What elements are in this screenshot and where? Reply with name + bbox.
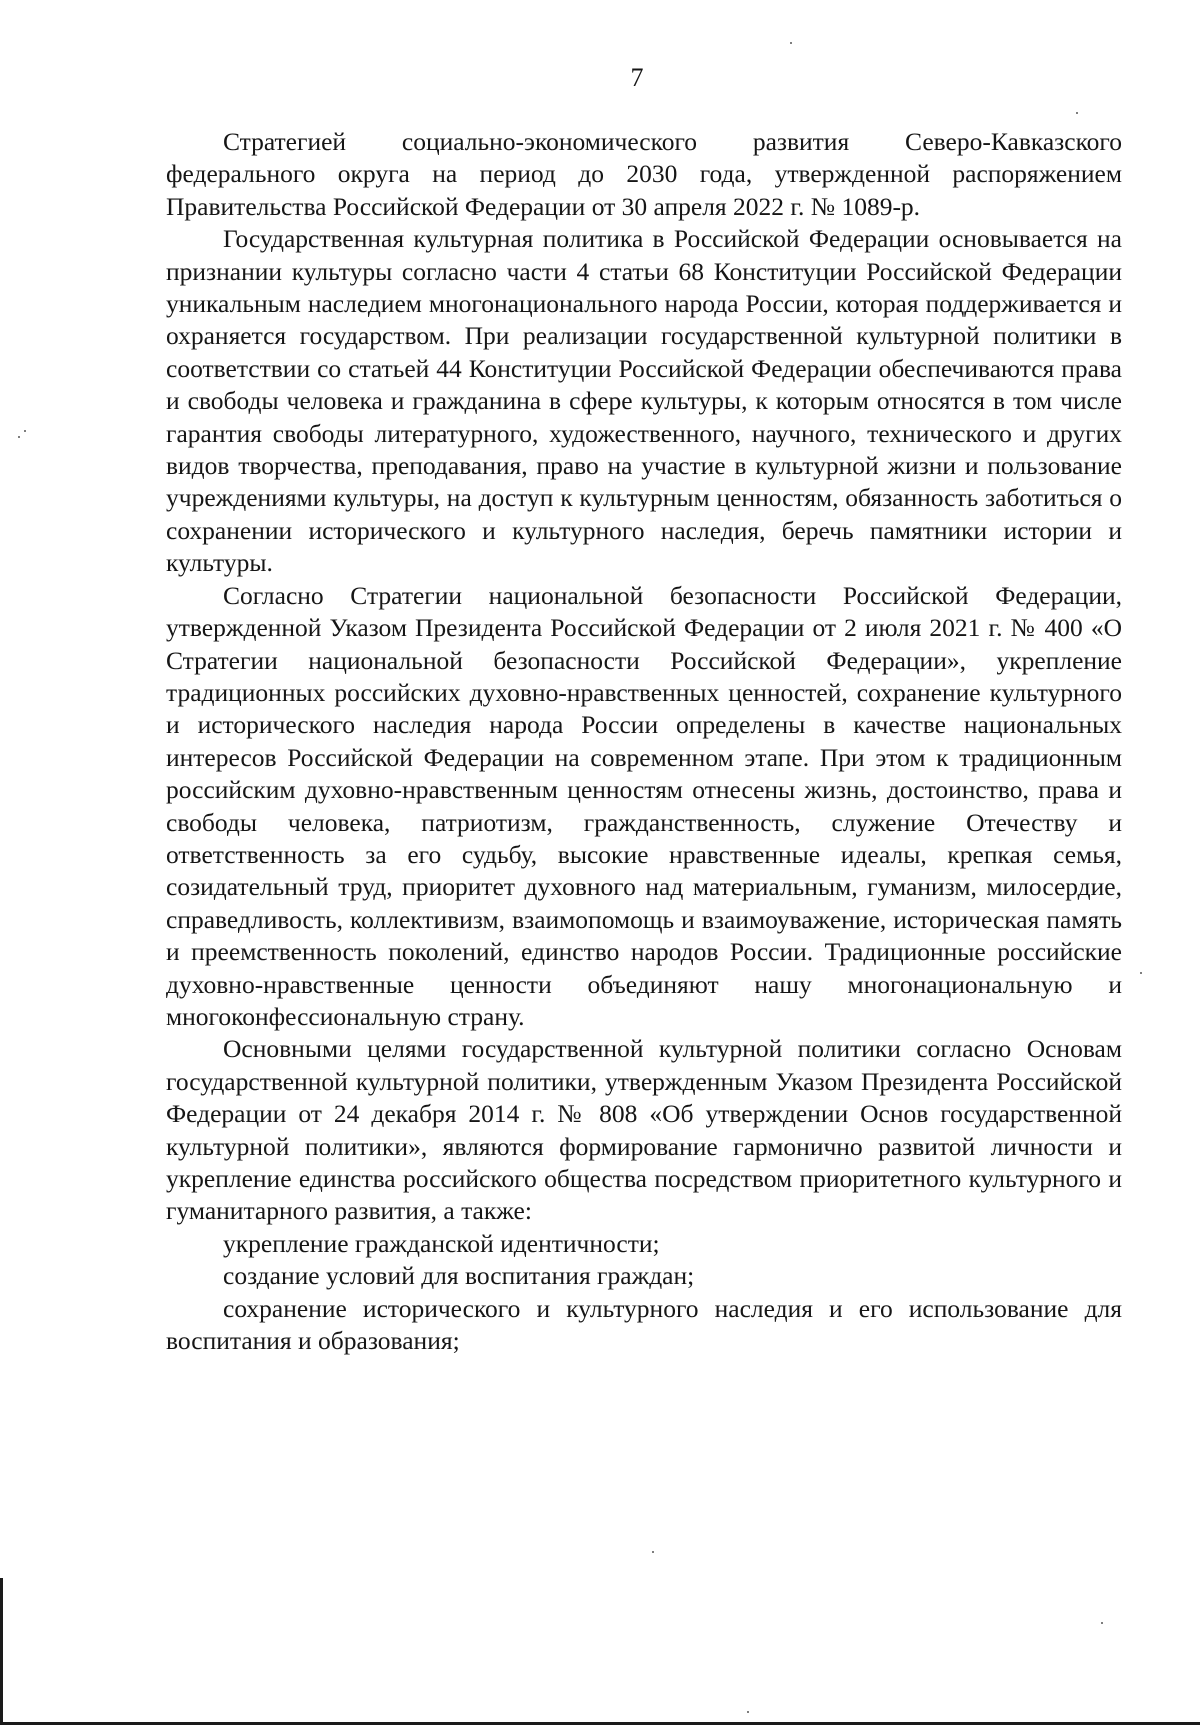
scan-speck — [790, 42, 792, 44]
list-item-2: создание условий для воспитания граждан; — [223, 1261, 695, 1291]
scan-edge-mark-left — [0, 1578, 3, 1725]
scan-speck — [18, 436, 20, 438]
paragraph-4: Основными целями государственной культурной политики согласно Основам государственной культурной политики, утвержденным Указом Президента Российской Федерации от 24 декабря 2014 г. № 808 «Об утверждении Основ государственной культурной политики», являются формирование гармонично развитой личности и укрепление единства российского общества посредством приоритетного культурного и гуманитарного развития, а также: — [166, 1034, 1122, 1226]
list-item-3: сохранение исторического и культурного наследия и его использование для воспитания и образования; — [166, 1293, 1122, 1356]
scan-speck — [652, 1551, 654, 1553]
list-item-1: укрепление гражданской идентичности; — [223, 1228, 660, 1258]
scan-speck — [747, 1711, 749, 1713]
scan-speck — [1076, 112, 1078, 114]
paragraph-1: Стратегией социально-экономического развития Северо-Кавказского федерального округа на период до 2030 года, утвержденной распоряжением Правительства Российской Федерации от 30 апреля 2022 г. № 1089-р. — [166, 127, 1122, 221]
scan-speck — [1140, 972, 1142, 974]
page-number: 7 — [630, 63, 644, 92]
scan-speck — [24, 430, 26, 432]
scan-speck — [1101, 1622, 1103, 1624]
document-body — [166, 126, 1122, 1357]
paragraph-3: Согласно Стратегии национальной безопасности Российской Федерации, утвержденной Указом Президента Российской Федерации от 2 июля 2021 г. № 400 «О Стратегии национальной безопасности Российской Федерации», укрепление традиционных российских духовно-нравственных ценностей, сохранение культурного и исторического наследия народа России определены в качестве национальных интересов Российской Федерации на современном этапе. При этом к традиционным российским духовно-нравственным ценностям отнесены жизнь, достоинство, права и свободы человека, патриотизм, гражданственность, служение Отечеству и ответственность за его судьбу, высокие нравственные идеалы, крепкая семья, созидательный труд, приоритет духовного над материальным, гуманизм, милосердие, справедливость, коллективизм, взаимопомощь и взаимоуважение, историческая память и преемственность поколений, единство народов России. Традиционные российские духовно-нравственные ценности объединяют нашу многонациональную и многоконфессиональную страну. — [166, 580, 1122, 1031]
paragraph-2: Государственная культурная политика в Российской Федерации основывается на признании культуры согласно части 4 статьи 68 Конституции Российской Федерации уникальным наследием многонационального народа России, которая поддерживается и охраняется государством. При реализации государственной культурной политики в соответствии со статьей 44 Конституции Российской Федерации обеспечиваются права и свободы человека и гражданина в сфере культуры, к которым относятся в том числе гарантия свободы литературного, художественного, научного, технического и других видов творчества, преподавания, право на участие в культурной жизни и пользование учреждениями культуры, на доступ к культурным ценностям, обязанность заботиться о сохранении исторического и культурного наследия, беречь памятники истории и культуры. — [166, 224, 1122, 578]
